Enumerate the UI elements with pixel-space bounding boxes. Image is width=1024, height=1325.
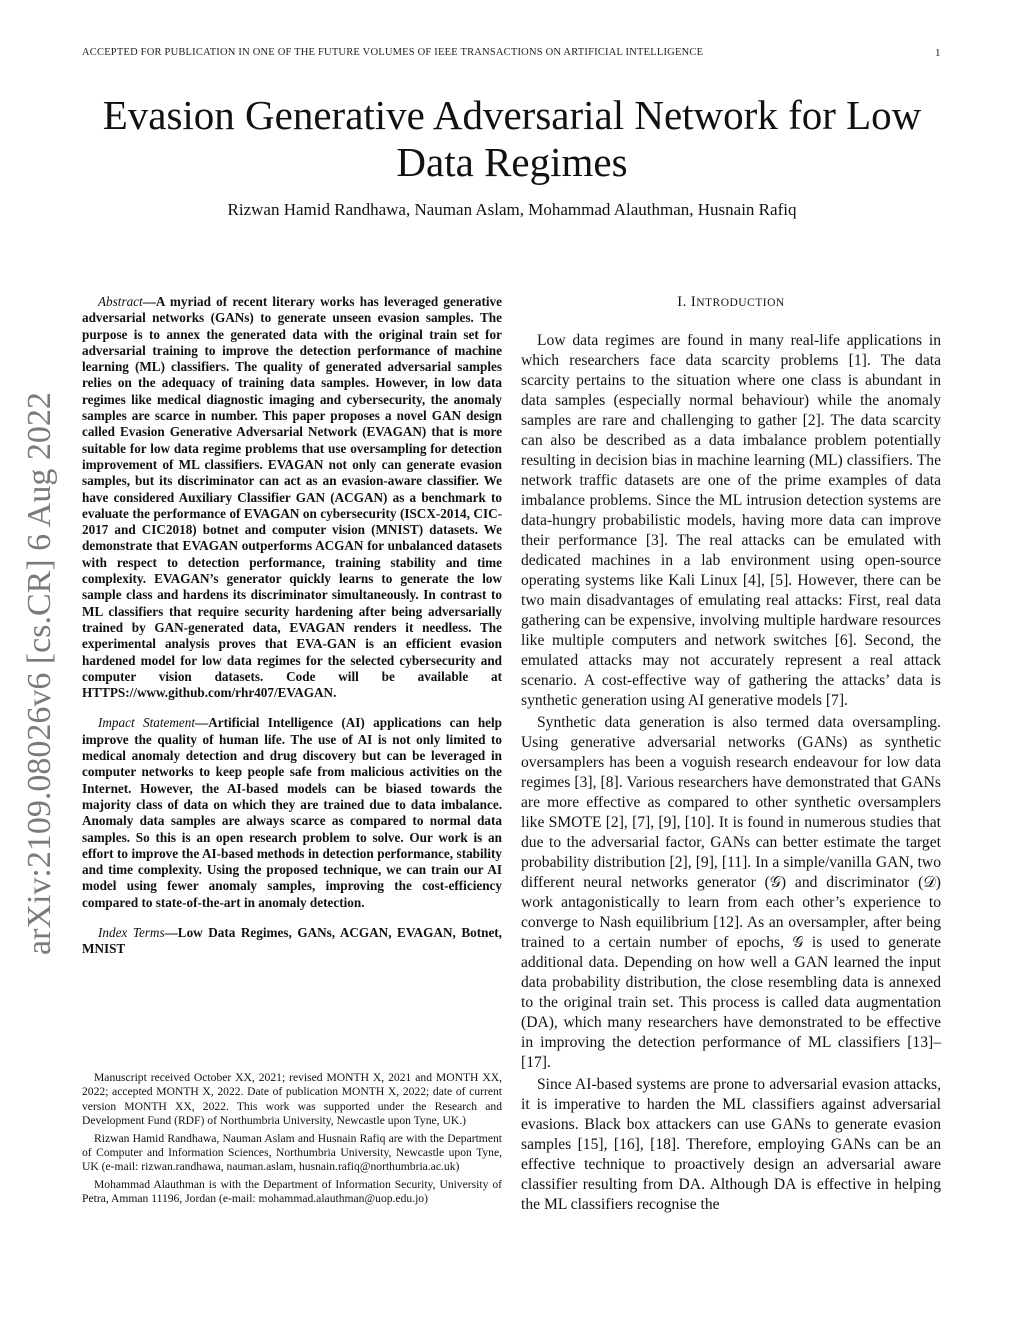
section-first-letter: I (690, 294, 697, 310)
arxiv-identifier: arXiv:2109.08026v6 [cs.CR] 6 Aug 2022 (21, 392, 58, 955)
right-column (521, 294, 941, 1215)
footnotes (82, 1071, 502, 1210)
paragraph-3: Since AI-based systems are prone to adversarial evasion attacks, it is imperative to harden the ML classifiers against adversarial evasions. Black box attackers can use GANs to generate evasion samples [15], [16], [18]. Therefore, employing GANs can be an effective technique to proactively design an adversarial aware classifier resulting from DA. Although DA is effective in helping the ML classifiers recognise the (521, 1076, 941, 1213)
impact-text: —Artificial Intelligence (AI) applications can help improve the quality of human life. The use of AI is not only limited to medical anomaly detection and drug discovery but can be leveraged in computer networks to keep people safe from malicious activities on the Internet. However, the AI-based models can be biased towards the majority class of data on which they are trained due to data imbalance. Anomaly data samples are always scarce as compared to normal data samples. So this is an open research problem to solve. Our work is an effort to improve the AI-based methods in detection performance, stability and time complexity. Using the proposed technique, we can train our AI model using fewer anomaly samples, improving the cost-efficiency compared to state-of-the-art in anomaly detection. (82, 715, 503, 910)
abstract-lead: Abstract (98, 294, 143, 309)
footnote-affiliation-2: Mohammad Alauthman is with the Department of Information Security, University of Petra, Amman 11196, Jordan (e-mail: mohammad.alauthman@uop.edu.jo) (82, 1177, 502, 1206)
running-head: ACCEPTED FOR PUBLICATION IN ONE OF THE FUTURE VOLUMES OF IEEE TRANSACTIONS ON ARTIFICIAL INTELLIGENCE (82, 47, 704, 58)
title-line-1: Evasion Generative Adversarial Network for Low (102, 92, 922, 138)
paragraph-1: Low data regimes are found in many real-life applications in which researchers face data scarcity problems [1]. The data scarcity pertains to the situation where one class is abundant in data samples (especially normal behaviour) while the anomaly samples are rare and challenging to gather [2]. The data scarcity can also be described as a data imbalance problem potentially resulting in decision bias in machine learning (ML) classifiers. The network traffic datasets are one of the prime examples of data imbalance problems. Since the ML intrusion detection systems are data-hungry probabilistic models, having more data can improve their performance [3]. The real attacks can be emulated with dedicated machines in a lab environment using open-source operating systems like Kali Linux [4], [5]. However, there can be two main disadvantages of emulating real attacks: First, real data gathering can be expensive, involving multiple hardware resources like multiple computers and network switches [6]. Second, the emulated attacks may not accurately represent a real attack scenario. A cost-effective way of gathering the attacks’ data is synthetic generation using AI generative models [7]. (521, 332, 941, 709)
section-title-rest: NTRODUCTION (696, 297, 785, 309)
section-heading (521, 294, 941, 311)
abstract-text: —A myriad of recent literary works has leveraged generative adversarial networks (GANs) to generate unseen evasion samples. The purpose is to annex the generated data with the original train set for adversarial training to improve the detection performance of machine learning (ML) classifiers. The quality of generated adversarial samples relies on the adequacy of training data samples. However, in low data regimes like medical diagnostic imaging and cybersecurity, the anomaly samples are scarce in number. This paper proposes a novel GAN design called Evasion Generative Adversarial Network (EVAGAN) that is more suitable for low data regime problems that use oversampling for detection improvement of ML classifiers. EVAGAN not only can generate evasion samples, but its discriminator can act as an evasion-aware classifier. We have considered Auxiliary Classifier GAN (ACGAN) as a benchmark to evaluate the performance of EVAGAN on cybersecurity (ISCX-2014, CIC-2017 and CIC2018) botnet and computer vision (MNIST) datasets. We demonstrate that EVAGAN outperforms ACGAN for unbalanced datasets with respect to detection performance, training stability and time complexity. EVAGAN’s generator quickly learns to generate the low sample class and hardens its discriminator simultaneously. In contrast to ML classifiers that require security hardening after being adversarially trained by GAN-generated data, EVAGAN renders it needless. The experimental analysis proves that EVA-GAN is an efficient evasion hardened model for low data regimes for the selected cybersecurity and computer vision datasets. Code will be available at HTTPS://www.github.com/rhr407/EVAGAN. (82, 294, 502, 701)
left-column (82, 294, 502, 958)
title-line-2: Data Regimes (396, 139, 628, 185)
section-number: I. (677, 294, 687, 310)
index-terms-lead: Index Terms (98, 924, 165, 940)
paragraph-2: Synthetic data generation is also termed data oversampling. Using generative adversarial networks (GANs) as synthetic oversamplers has been a voguish research endeavour for low data regimes [3], [8]. Various researchers have demonstrated that GANs are more effective as compared to other synthetic oversamplers like SMOTE [2], [7], [9], [10]. It is found in numerous studies that due to the adversarial factor, GANs can better estimate the target probability distribution [2], [9], [11]. In a simple/vanilla GAN, two different neural networks generator (𝒢) and discriminator (𝒟) work antagonistically to learn from each other’s experience to converge to Nash equilibrium [12]. As an oversampler, after being trained to a certain number of epochs, 𝒢 is used to generate additional data. Depending on how well a GAN learned the input data probability distribution, the close resembling data is annexed to the original train set. This process is called data augmentation (DA), which many researchers have demonstrated to be effective in improving the detection performance of ML classifiers [13]–[17]. (521, 714, 941, 1071)
abstract (82, 294, 502, 701)
index-terms-text: —Low Data Regimes, GANs, ACGAN, EVAGAN, Botnet, MNIST (82, 924, 502, 957)
footnote-affiliation-1: Rizwan Hamid Randhawa, Nauman Aslam and Husnain Rafiq are with the Department of Computer and Information Sciences, Northumbria University, Newcastle upon Tyne, UK (e-mail: rizwan.randhawa, nauman.aslam, husnain.rafiq@northumbria.ac.uk) (82, 1131, 502, 1174)
paper-title (60, 92, 964, 186)
index-terms (82, 925, 502, 958)
impact-lead: Impact Statement (98, 715, 195, 731)
impact-statement (82, 715, 502, 911)
author-list: Rizwan Hamid Randhawa, Nauman Aslam, Mohammad Alauthman, Husnain Rafiq (227, 200, 797, 219)
page-number: 1 (935, 47, 941, 59)
footnote-manuscript: Manuscript received October XX, 2021; revised MONTH X, 2021 and MONTH XX, 2022; accepted MONTH X, 2022. Date of publication MONTH X, 2022; date of current version MONTH XX, 2022. This work was supported under the Research and Development Fund (RDF) of Northumbria University, Newcastle upon Tyne, UK.) (82, 1071, 502, 1128)
